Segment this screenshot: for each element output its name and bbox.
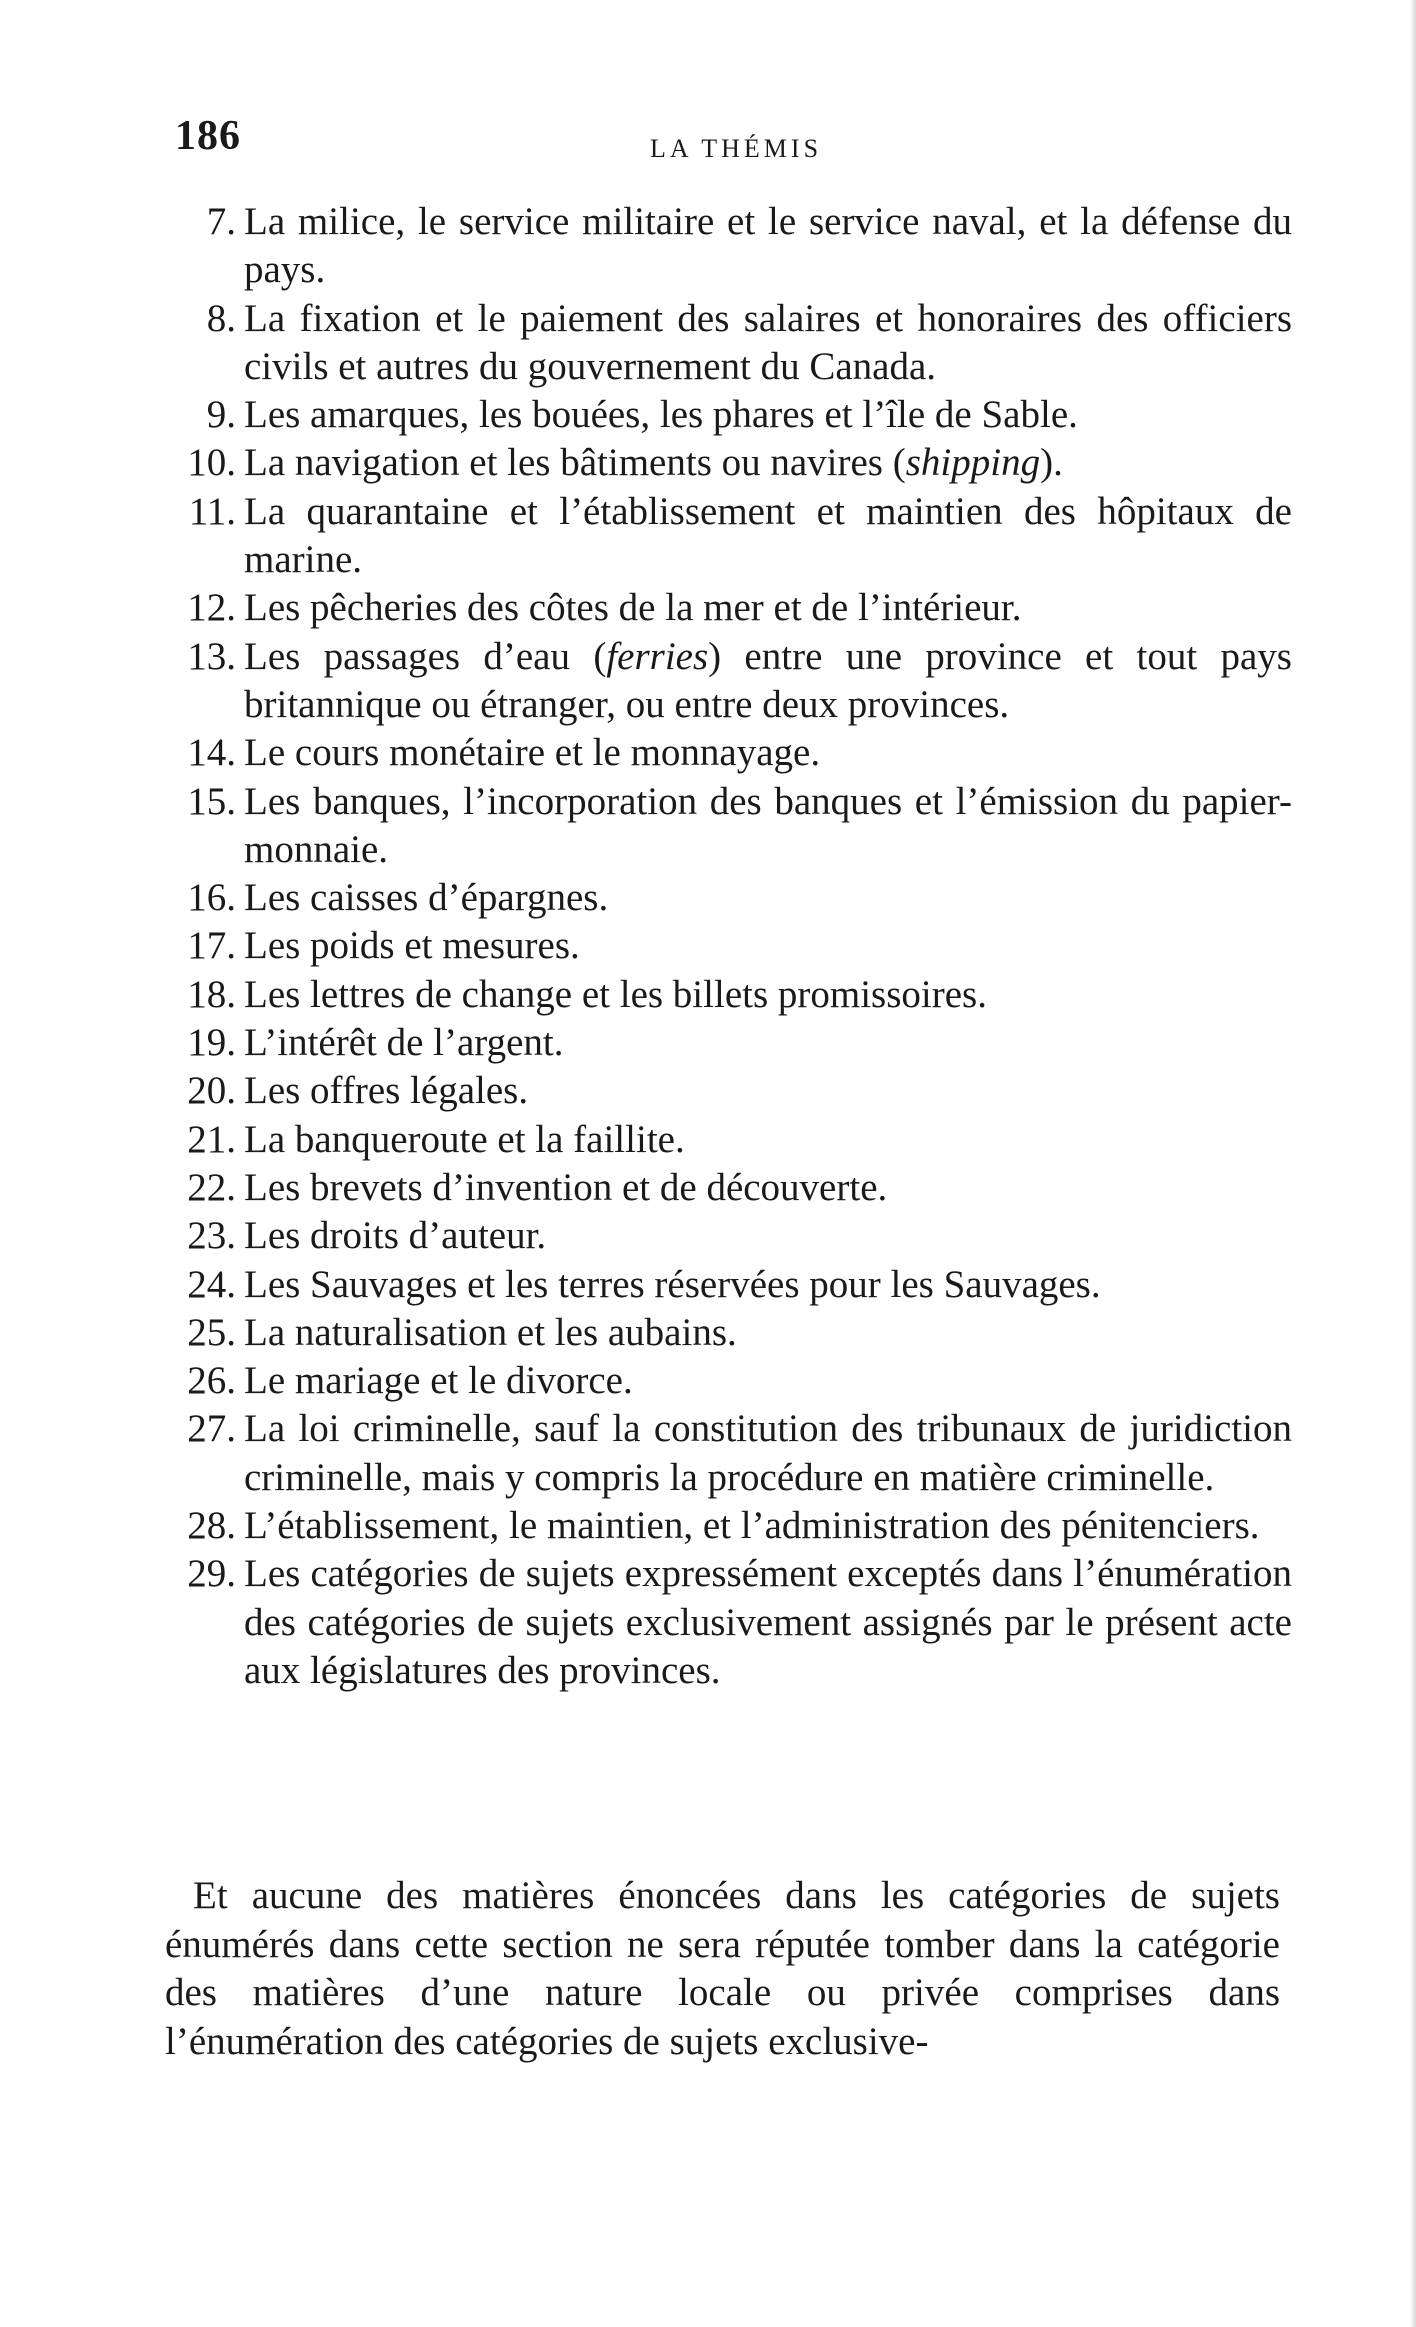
- item-text: Les caisses d’épargnes.: [244, 876, 609, 920]
- list-item: [172, 1261, 1292, 1309]
- italic-gloss: ferries: [606, 634, 709, 678]
- item-number: 8.: [206, 296, 236, 340]
- item-text: Le mariage et le divorce.: [244, 1359, 633, 1403]
- list-item: [172, 1067, 1292, 1115]
- list-item: [172, 1405, 1292, 1502]
- list-item: [172, 874, 1292, 922]
- list-item: [172, 778, 1292, 875]
- item-text: L’établissement, le maintien, et l’administration des pénitenciers.: [244, 1504, 1260, 1548]
- list-item: [172, 439, 1292, 487]
- item-number: 9.: [206, 393, 236, 437]
- item-number: 22.: [187, 1165, 236, 1209]
- list-item: [172, 922, 1292, 970]
- item-text: La loi criminelle, sauf la constitution des tribunaux de juridiction criminelle, mais y compris la procédure en matière criminelle.: [244, 1407, 1292, 1499]
- item-text: La fixation et le paiement des salaires et honoraires des officiers civils et autres du gouvernement du Canada.: [244, 296, 1292, 388]
- list-item: [172, 1502, 1292, 1550]
- italic-gloss: shipping: [905, 441, 1041, 485]
- list-item: [172, 633, 1292, 730]
- page-number: 186: [175, 113, 241, 159]
- item-number: 19.: [187, 1021, 236, 1065]
- list-item: [172, 391, 1292, 439]
- item-number: 20.: [187, 1069, 236, 1113]
- item-text: La banqueroute et la faillite.: [244, 1117, 685, 1161]
- list-item: [172, 295, 1292, 392]
- list-item: [172, 1116, 1292, 1164]
- item-number: 26.: [187, 1359, 236, 1403]
- item-text: Les droits d’auteur.: [244, 1214, 547, 1258]
- item-text: Le cours monétaire et le monnayage.: [244, 731, 821, 775]
- item-number: 12.: [187, 586, 236, 630]
- list-item: [172, 198, 1292, 295]
- item-text: Les lettres de change et les billets promissoires.: [244, 972, 987, 1016]
- list-item: [172, 488, 1292, 585]
- item-text: Les amarques, les bouées, les phares et l’île de Sable.: [244, 393, 1078, 437]
- list-item: [172, 1164, 1292, 1212]
- list-item: [172, 1212, 1292, 1260]
- enumerated-list: [172, 198, 1292, 1695]
- list-item: [172, 1309, 1292, 1357]
- list-item: [172, 729, 1292, 777]
- item-text: Les poids et mesures.: [244, 924, 580, 968]
- item-number: 25.: [187, 1310, 236, 1354]
- item-text: Les catégories de sujets expressément exceptés dans l’énumération des catégories de sujets exclusivement assignés par le présent acte aux législatures des provinces.: [244, 1552, 1292, 1692]
- item-number: 21.: [187, 1117, 236, 1161]
- item-number: 15.: [187, 779, 236, 823]
- running-title: LA THÉMIS: [650, 134, 823, 163]
- list-item: [172, 1550, 1292, 1695]
- item-number: 16.: [187, 876, 236, 920]
- item-text: La milice, le service militaire et le service naval, et la défense du pays.: [244, 200, 1292, 292]
- item-text: Les offres légales.: [244, 1069, 529, 1113]
- item-number: 10.: [187, 441, 236, 485]
- item-text: Les brevets d’invention et de découverte.: [244, 1165, 888, 1209]
- item-number: 14.: [187, 731, 236, 775]
- item-text: Les Sauvages et les terres réservées pour les Sauvages.: [244, 1262, 1101, 1306]
- item-number: 7.: [206, 200, 236, 243]
- scan-edge-shadow: [1410, 0, 1416, 2327]
- item-number: 13.: [187, 634, 236, 678]
- closing-paragraph: Et aucune des matières énoncées dans les catégories de sujets énumérés dans cette section ne sera réputée tomber dans la catégorie des matières d’une nature locale ou privée comprises dans l’énumération des catégories de sujets exclusive-: [165, 1874, 1280, 2063]
- item-text: L’intérêt de l’argent.: [244, 1021, 564, 1065]
- item-number: 27.: [187, 1407, 236, 1451]
- item-text: La navigation et les bâtiments ou navires (shipping).: [244, 441, 1063, 485]
- list-item: [172, 971, 1292, 1019]
- item-number: 29.: [187, 1552, 236, 1596]
- item-number: 18.: [187, 972, 236, 1016]
- item-text: La quarantaine et l’établissement et maintien des hôpitaux de marine.: [244, 489, 1292, 582]
- item-number: 24.: [187, 1262, 236, 1306]
- list-item: [172, 1357, 1292, 1405]
- item-number: 23.: [187, 1214, 236, 1258]
- item-number: 11.: [188, 489, 236, 533]
- list-item: [172, 1019, 1292, 1067]
- item-text: La naturalisation et les aubains.: [244, 1310, 737, 1354]
- page-header: [175, 112, 1285, 162]
- item-text: Les banques, l’incorporation des banques et l’émission du papier-monnaie.: [244, 779, 1292, 871]
- item-number: 17.: [187, 924, 236, 968]
- item-text: Les pêcheries des côtes de la mer et de l’intérieur.: [244, 586, 1022, 630]
- item-number: 28.: [187, 1504, 236, 1548]
- list-item: [172, 584, 1292, 632]
- item-text: Les passages d’eau (ferries) entre une province et tout pays britannique ou étranger, ou entre deux provinces.: [244, 634, 1292, 726]
